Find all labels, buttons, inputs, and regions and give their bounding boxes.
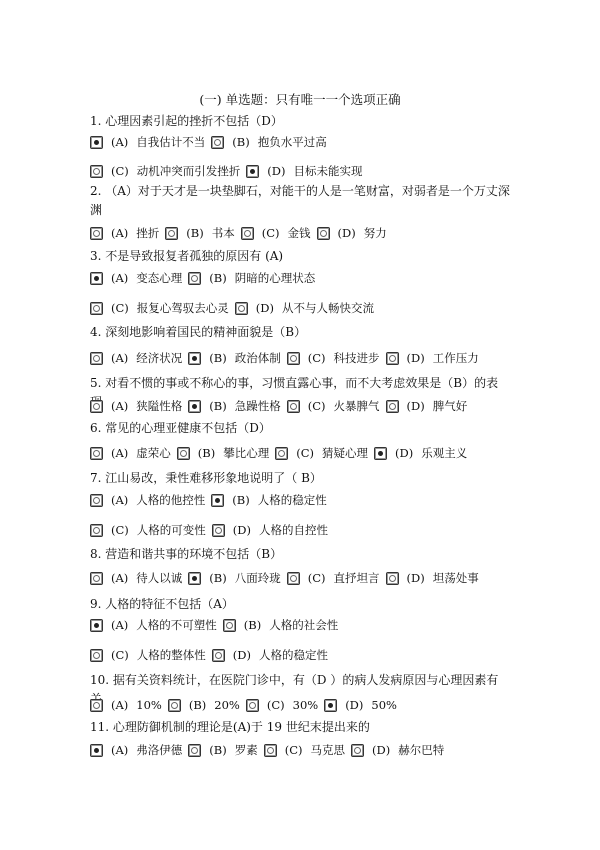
option-text: 阴暗的心理状态	[234, 271, 316, 285]
question-text: 6. 常见的心理亚健康不包括（D）	[90, 421, 271, 435]
option-letter: (B)	[209, 399, 227, 413]
option-letter: (A)	[111, 446, 129, 460]
radio-checked-icon[interactable]	[90, 272, 103, 285]
option-letter: (D)	[232, 648, 251, 662]
option-item[interactable]	[90, 134, 205, 150]
radio-unchecked-icon[interactable]	[177, 447, 190, 460]
radio-unchecked-icon[interactable]	[90, 494, 103, 507]
options-row	[90, 225, 550, 241]
question-text: 7. 江山易改，秉性难移形象地说明了（ B）	[90, 471, 322, 485]
radio-unchecked-icon[interactable]	[212, 524, 225, 537]
option-text: 人格的整体性	[136, 648, 206, 662]
option-text: 狭隘性格	[136, 399, 183, 413]
option-text: 人格的稳定性	[258, 648, 328, 662]
radio-checked-icon[interactable]	[324, 699, 337, 712]
option-item[interactable]	[188, 570, 280, 586]
options-row	[90, 398, 550, 414]
option-text: 经济状况	[136, 351, 183, 365]
radio-unchecked-icon[interactable]	[264, 744, 277, 757]
option-letter: (D)	[267, 164, 286, 178]
option-text: 变态心理	[136, 271, 183, 285]
radio-unchecked-icon[interactable]	[211, 136, 224, 149]
question-text: 10. 据有关资料统计，在医院门诊中，有（D ）的病人发病原因与心理因素有	[90, 673, 499, 687]
option-text: 10%	[136, 698, 162, 712]
option-item[interactable]	[90, 163, 240, 179]
radio-unchecked-icon[interactable]	[235, 302, 248, 315]
option-letter: (D)	[406, 351, 425, 365]
option-text: 50%	[371, 698, 397, 712]
option-letter: (B)	[197, 446, 216, 460]
radio-unchecked-icon[interactable]	[275, 447, 288, 460]
option-text: 脾气好	[432, 399, 468, 413]
option-item[interactable]	[90, 350, 182, 366]
option-letter: (D)	[372, 743, 391, 757]
option-item[interactable]	[374, 445, 467, 461]
option-text: 工作压力	[432, 351, 479, 365]
radio-checked-icon[interactable]	[246, 165, 259, 178]
question-text: 5. 对看不惯的事或不称心的事，习惯直露心事，而不大考虑效果是（B）的表	[90, 376, 499, 390]
radio-checked-icon[interactable]	[211, 494, 224, 507]
option-letter: (C)	[111, 523, 129, 537]
radio-unchecked-icon[interactable]	[90, 227, 103, 240]
option-text: 急躁性格	[234, 399, 281, 413]
section-title: (一) 单选题：只有唯一一个选项正确	[199, 92, 401, 107]
option-letter: (A)	[111, 571, 129, 585]
option-letter: (B)	[209, 743, 227, 757]
radio-checked-icon[interactable]	[188, 352, 201, 365]
radio-checked-icon[interactable]	[188, 572, 201, 585]
option-text: 动机冲突而引发挫折	[136, 164, 241, 178]
option-text: 人格的可变性	[136, 523, 206, 537]
radio-unchecked-icon[interactable]	[90, 302, 103, 315]
radio-unchecked-icon[interactable]	[90, 400, 103, 413]
option-item[interactable]	[317, 225, 387, 241]
radio-checked-icon[interactable]	[188, 400, 201, 413]
option-item[interactable]	[90, 398, 182, 414]
option-text: 人格的他控性	[136, 493, 206, 507]
option-letter: (B)	[209, 571, 227, 585]
question-text: 3. 不是导致报复者孤独的原因有 (A)	[90, 249, 284, 263]
option-letter: (D)	[406, 571, 425, 585]
option-letter: (C)	[307, 571, 326, 585]
options-row	[90, 492, 550, 508]
option-item[interactable]	[90, 270, 182, 286]
option-letter: (D)	[337, 226, 356, 240]
radio-checked-icon[interactable]	[90, 136, 103, 149]
option-letter: (A)	[111, 226, 129, 240]
options-row	[90, 522, 550, 538]
radio-unchecked-icon[interactable]	[168, 699, 181, 712]
option-text: 自我估计不当	[136, 135, 206, 149]
option-text: 直抒坦言	[333, 571, 380, 585]
option-letter: (D)	[395, 446, 414, 460]
option-text: 科技进步	[333, 351, 380, 365]
option-letter: (B)	[188, 698, 207, 712]
option-item[interactable]	[90, 647, 206, 663]
radio-unchecked-icon[interactable]	[90, 447, 103, 460]
option-item[interactable]	[188, 742, 257, 758]
option-text: 罗素	[234, 743, 258, 757]
radio-unchecked-icon[interactable]	[351, 744, 364, 757]
option-letter: (A)	[111, 351, 129, 365]
option-letter: (D)	[406, 399, 425, 413]
radio-unchecked-icon[interactable]	[287, 352, 300, 365]
option-letter: (C)	[266, 698, 285, 712]
option-text: 乐观主义	[421, 446, 468, 460]
question-text: 4. 深刻地影响着国民的精神面貌是（B）	[90, 325, 307, 339]
option-text: 八面玲珑	[234, 571, 281, 585]
option-letter: (C)	[307, 351, 326, 365]
option-text: 待人以诚	[136, 571, 183, 585]
radio-unchecked-icon[interactable]	[386, 572, 399, 585]
option-item[interactable]	[351, 742, 444, 758]
radio-unchecked-icon[interactable]	[287, 400, 300, 413]
option-letter: (B)	[232, 135, 250, 149]
option-text: 猜疑心理	[322, 446, 368, 460]
option-text: 目标未能实现	[293, 164, 363, 178]
option-item[interactable]	[90, 225, 159, 241]
options-row	[90, 163, 550, 179]
option-item[interactable]	[241, 225, 311, 241]
option-letter: (B)	[209, 271, 227, 285]
option-letter: (A)	[111, 618, 129, 632]
option-text: 人格的不可塑性	[136, 618, 217, 632]
option-letter: (A)	[111, 743, 129, 757]
option-letter: (C)	[111, 648, 129, 662]
radio-unchecked-icon[interactable]	[90, 352, 103, 365]
option-text: 坦荡处事	[432, 571, 479, 585]
option-letter: (D)	[232, 523, 251, 537]
option-item[interactable]	[90, 445, 171, 461]
option-item[interactable]	[287, 570, 380, 586]
option-text: 从不与人畅快交流	[281, 301, 374, 315]
radio-checked-icon[interactable]	[90, 744, 103, 757]
option-text: 弗洛伊德	[136, 743, 183, 757]
option-item[interactable]	[386, 570, 479, 586]
radio-unchecked-icon[interactable]	[246, 699, 259, 712]
option-item[interactable]	[324, 698, 397, 712]
option-item[interactable]	[386, 398, 468, 414]
option-item[interactable]	[246, 163, 362, 179]
option-letter: (C)	[111, 164, 129, 178]
options-row	[90, 134, 550, 150]
question-text: 11. 心理防御机制的理论是(A)于 19 世纪末提出来的	[90, 720, 370, 734]
option-item[interactable]	[90, 522, 206, 538]
option-letter: (A)	[111, 271, 129, 285]
option-item[interactable]	[168, 698, 240, 712]
options-row	[90, 570, 550, 586]
options-row	[90, 270, 550, 286]
option-letter: (D)	[255, 301, 274, 315]
option-item[interactable]	[177, 445, 269, 461]
options-row	[90, 742, 550, 758]
option-text: 抱负水平过高	[257, 135, 327, 149]
option-text: 挫折	[136, 226, 160, 240]
option-text: 人格的自控性	[258, 523, 328, 537]
option-item[interactable]	[264, 742, 345, 758]
option-item[interactable]	[90, 570, 182, 586]
option-text: 人格的社会性	[269, 618, 339, 632]
radio-unchecked-icon[interactable]	[317, 227, 330, 240]
option-item[interactable]	[246, 698, 318, 712]
option-text: 火暴脾气	[333, 399, 380, 413]
radio-unchecked-icon[interactable]	[287, 572, 300, 585]
option-item[interactable]	[211, 134, 326, 150]
option-item[interactable]	[188, 398, 280, 414]
option-letter: (C)	[261, 226, 280, 240]
options-row	[90, 300, 550, 316]
radio-checked-icon[interactable]	[90, 619, 103, 632]
option-letter: (A)	[111, 698, 129, 712]
radio-unchecked-icon[interactable]	[90, 699, 103, 712]
option-text: 赫尔巴特	[398, 743, 445, 757]
question-text: 9. 人格的特征不包括（A）	[90, 597, 234, 611]
radio-unchecked-icon[interactable]	[165, 227, 178, 240]
option-letter: (C)	[284, 743, 303, 757]
option-text: 报复心驾驭去心灵	[136, 301, 229, 315]
options-row	[90, 617, 550, 633]
option-text: 马克思	[310, 743, 345, 757]
option-text: 虚荣心	[136, 446, 171, 460]
radio-unchecked-icon[interactable]	[212, 649, 225, 662]
option-text: 金钱	[287, 226, 311, 240]
option-item[interactable]	[188, 350, 280, 366]
option-letter: (B)	[209, 351, 227, 365]
option-letter: (B)	[232, 493, 250, 507]
option-item[interactable]	[90, 742, 182, 758]
option-text: 书本	[211, 226, 235, 240]
option-letter: (C)	[296, 446, 314, 460]
radio-unchecked-icon[interactable]	[223, 619, 236, 632]
option-item[interactable]	[212, 522, 328, 538]
radio-unchecked-icon[interactable]	[386, 352, 399, 365]
option-letter: (D)	[345, 698, 364, 712]
option-letter: (A)	[111, 135, 129, 149]
question-text: 2. （A）对于天才是一块垫脚石，对能干的人是一笔财富，对弱者是一个万丈深渊	[90, 184, 510, 217]
option-item[interactable]	[212, 647, 328, 663]
option-item[interactable]	[287, 350, 380, 366]
radio-unchecked-icon[interactable]	[90, 165, 103, 178]
question-text: 8. 营造和谐共事的环境不包括（B）	[90, 547, 283, 561]
option-item[interactable]	[165, 225, 234, 241]
radio-checked-icon[interactable]	[374, 447, 387, 460]
option-text: 攀比心理	[223, 446, 270, 460]
option-item[interactable]	[188, 270, 315, 286]
option-item[interactable]	[275, 445, 368, 461]
radio-unchecked-icon[interactable]	[90, 649, 103, 662]
option-item[interactable]	[90, 300, 229, 316]
option-letter: (A)	[111, 493, 129, 507]
option-item[interactable]	[90, 698, 162, 712]
option-letter: (B)	[243, 618, 262, 632]
radio-unchecked-icon[interactable]	[386, 400, 399, 413]
options-row	[90, 647, 550, 663]
radio-unchecked-icon[interactable]	[90, 572, 103, 585]
option-text: 政治体制	[234, 351, 281, 365]
option-text: 努力	[363, 226, 387, 240]
option-item[interactable]	[287, 398, 380, 414]
option-item[interactable]	[211, 492, 326, 508]
options-row	[90, 445, 550, 461]
radio-unchecked-icon[interactable]	[188, 744, 201, 757]
option-item[interactable]	[235, 300, 374, 316]
option-item[interactable]	[386, 350, 479, 366]
option-letter: (B)	[186, 226, 204, 240]
radio-unchecked-icon[interactable]	[188, 272, 201, 285]
options-row	[90, 350, 550, 366]
radio-unchecked-icon[interactable]	[90, 524, 103, 537]
option-item[interactable]	[90, 617, 217, 633]
option-letter: (A)	[111, 399, 129, 413]
option-text: 20%	[214, 698, 240, 712]
option-text: 30%	[292, 698, 319, 712]
option-letter: (C)	[111, 301, 129, 315]
question-text: 1. 心理因素引起的挫折不包括（D）	[90, 114, 283, 128]
option-item[interactable]	[223, 617, 338, 633]
options-row	[90, 698, 550, 712]
radio-unchecked-icon[interactable]	[241, 227, 254, 240]
option-item[interactable]	[90, 492, 205, 508]
option-letter: (C)	[307, 399, 326, 413]
option-text: 人格的稳定性	[257, 493, 327, 507]
